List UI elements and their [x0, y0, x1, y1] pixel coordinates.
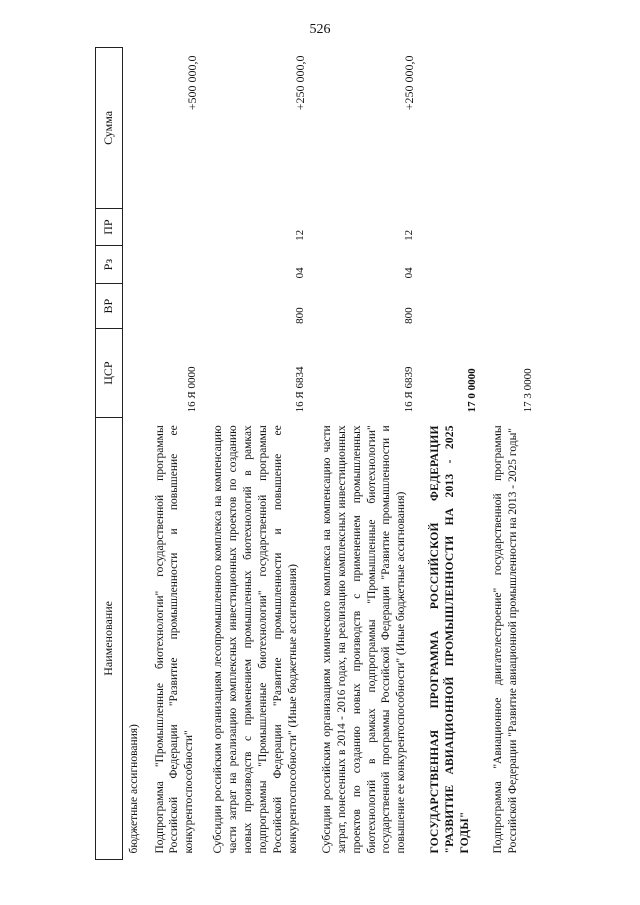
row-csr: 17 3 0000 — [521, 368, 534, 413]
row-vr — [483, 283, 538, 329]
row-name: бюджетные ассигнования) — [127, 724, 140, 854]
row-sum: +250 000,0 — [293, 55, 308, 111]
header-vr: ВР — [96, 283, 123, 329]
row-csr: 17 0 0000 — [466, 368, 479, 413]
row-rz — [420, 246, 482, 284]
row-name: Субсидии российским организациям химического комплекса на компенсацию части затрат, понесенных в 2014 - 2016 годах, на реализацию комплексных инвестиционных проектов по созданию новых производств с применением промышленных биотехнологий в рамках подпрограммы "Промышленные биотехнологии" государственной программы Российской Федерации "Развитие промышленности и повышение ее конкурентоспособности" (Иные бюджетные ассигнования) — [320, 425, 408, 854]
row-pr — [145, 208, 204, 246]
table-row — [203, 48, 312, 860]
row-sum: +250 000,0 — [401, 55, 416, 111]
budget-table — [95, 47, 538, 860]
row-pr — [420, 208, 482, 246]
row-vr: 800 — [402, 307, 415, 324]
row-sum — [122, 48, 144, 209]
table-row — [312, 48, 421, 860]
page-number: 526 — [309, 22, 331, 37]
row-vr — [145, 283, 204, 329]
header-name: Наименование — [96, 417, 123, 859]
table-row — [420, 48, 482, 860]
row-sum — [483, 48, 538, 209]
row-rz — [122, 246, 144, 284]
table-row — [483, 48, 538, 860]
row-pr — [122, 208, 144, 246]
row-name: Подпрограмма "Авиационное двигателестроение" государственной программы Российской Федерации "Развитие авиационной промышленности на 2013 - 2025 годы" — [491, 425, 519, 854]
header-pr: ПР — [96, 208, 123, 246]
row-rz: 04 — [294, 267, 307, 279]
table-row — [122, 48, 144, 860]
row-vr — [420, 283, 482, 329]
header-rz: Рз — [96, 246, 123, 284]
row-sum: +500 000,0 — [184, 55, 199, 111]
header-csr: ЦСР — [96, 329, 123, 417]
row-pr: 12 — [294, 229, 307, 241]
row-name: Подпрограмма "Промышленные биотехнологии" государственной программы Российской Федерации "Развитие промышленности и повышение ее конкурентоспособности" — [153, 425, 196, 854]
row-csr: 16 Я 0000 — [185, 366, 198, 413]
table-row — [145, 48, 204, 860]
row-rz — [483, 246, 538, 284]
row-pr — [483, 208, 538, 246]
row-name: Субсидии российским организациям лесопромышленного комплекса на компенсацию части затрат на реализацию комплексных инвестиционных проектов по созданию новых производств с применением промышленных биотехнологий в рамках подпрограммы "Промышленные биотехнологии" государственной программы Российской Федерации "Развитие промышленности и повышение ее конкурентоспособности" (Иные бюджетные ассигнования) — [212, 425, 299, 854]
row-rz: 04 — [402, 267, 415, 279]
table-header-row — [96, 48, 123, 860]
header-sum: Сумма — [96, 48, 123, 209]
row-sum — [420, 48, 482, 209]
row-csr — [122, 329, 144, 417]
row-name: ГОСУДАРСТВЕННАЯ ПРОГРАММА РОССИЙСКОЙ ФЕДЕРАЦИИ "РАЗВИТИЕ АВИАЦИОННОЙ ПРОМЫШЛЕННОСТИ НА 2013 - 2025 ГОДЫ" — [429, 425, 472, 854]
row-vr: 800 — [294, 307, 307, 324]
rotated-table-page — [95, 47, 570, 860]
row-rz — [145, 246, 204, 284]
row-csr: 16 Я 6834 — [294, 366, 307, 413]
row-vr — [122, 283, 144, 329]
row-pr: 12 — [402, 229, 415, 241]
row-csr: 16 Я 6839 — [402, 366, 415, 413]
